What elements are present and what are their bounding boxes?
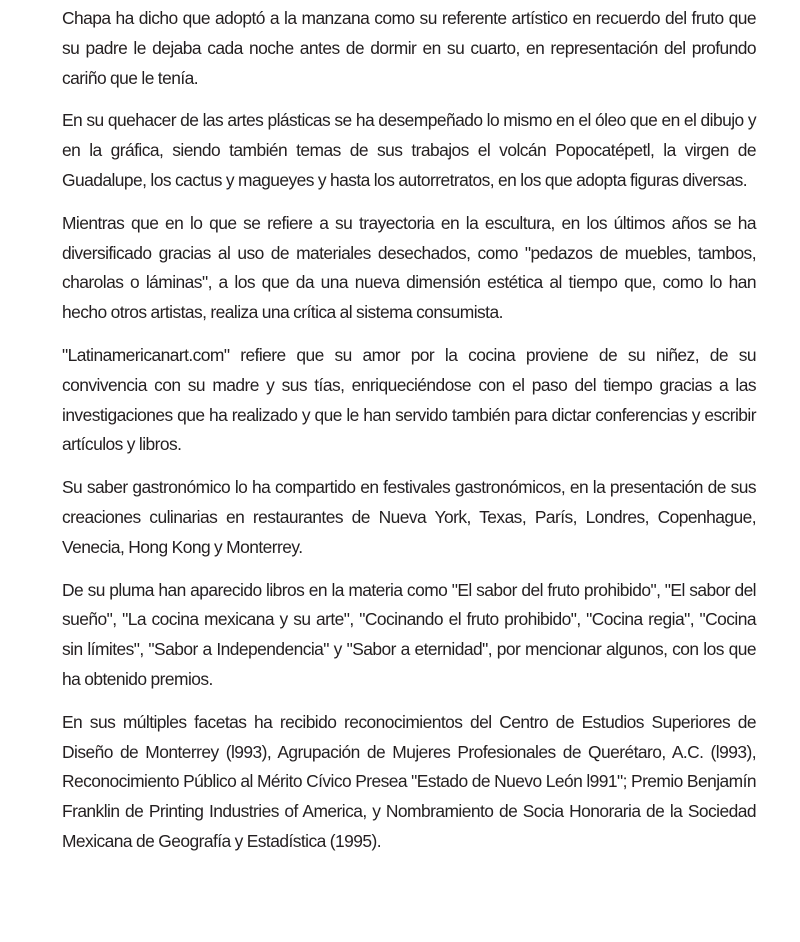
paragraph-awards: En sus múltiples facetas ha recibido reconocimientos del Centro de Estudios Superiores de Diseño de Monterrey (l993), Agrupación de Mujeres Profesionales de Querétaro, A.C. (l993), Reconocimiento Público al Mérito Cívico Presea "Estado de Nuevo León l991"; Premio Benjamín Franklin de Printing Industries of America, y Nombramiento de Socia Honoraria de la Sociedad Mexicana de Geografía y Estadística (1995). [62, 711, 756, 851]
article-body [62, 4, 756, 870]
paragraph-gastronomy-festivals: Su saber gastronómico lo ha compartido en festivales gastronómicos, en la presentación de sus creaciones culinarias en restaurantes de Nueva York, Texas, París, Londres, Copenhague, Venecia, Hong Kong y Monterrey. [62, 477, 756, 557]
paragraph-cooking-origin: "Latinamericanart.com" refiere que su amor por la cocina proviene de su niñez, de su convivencia con su madre y sus tías, enriqueciéndose con el paso del tiempo gracias a las investigaciones que ha realizado y que le han servido también para dictar conferencias y escribir artículos y libros. [62, 344, 756, 455]
paragraph-books: De su pluma han aparecido libros en la materia como "El sabor del fruto prohibido", "El sabor del sueño", "La cocina mexicana y su arte", "Cocinando el fruto prohibido", "Cocina regia", "Cocina sin límites", "Sabor a Independencia" y "Sabor a eternidad", por mencionar algunos, con los que ha obtenido premios. [62, 579, 756, 689]
paragraph-apple-reference: Chapa ha dicho que adoptó a la manzana como su referente artístico en recuerdo del fruto que su padre le dejaba cada noche antes de dormir en su cuarto, en representación del profundo cariño que le tenía. [62, 8, 756, 88]
paragraph-plastic-arts: En su quehacer de las artes plásticas se ha desempeñado lo mismo en el óleo que en el dibujo y en la gráfica, siendo también temas de sus trabajos el volcán Popocatépetl, la virgen de Guadalupe, los cactus y magueyes y hasta los autorretratos, en los que adopta figuras diversas. [62, 110, 756, 190]
paragraph-sculpture: Mientras que en lo que se refiere a su trayectoria en la escultura, en los últimos años se ha diversificado gracias al uso de materiales desechados, como "pedazos de muebles, tambos, charolas o láminas", a los que da una nueva dimensión estética al tiempo que, como lo han hecho otros artistas, realiza una crítica al sistema consumista. [62, 212, 756, 323]
